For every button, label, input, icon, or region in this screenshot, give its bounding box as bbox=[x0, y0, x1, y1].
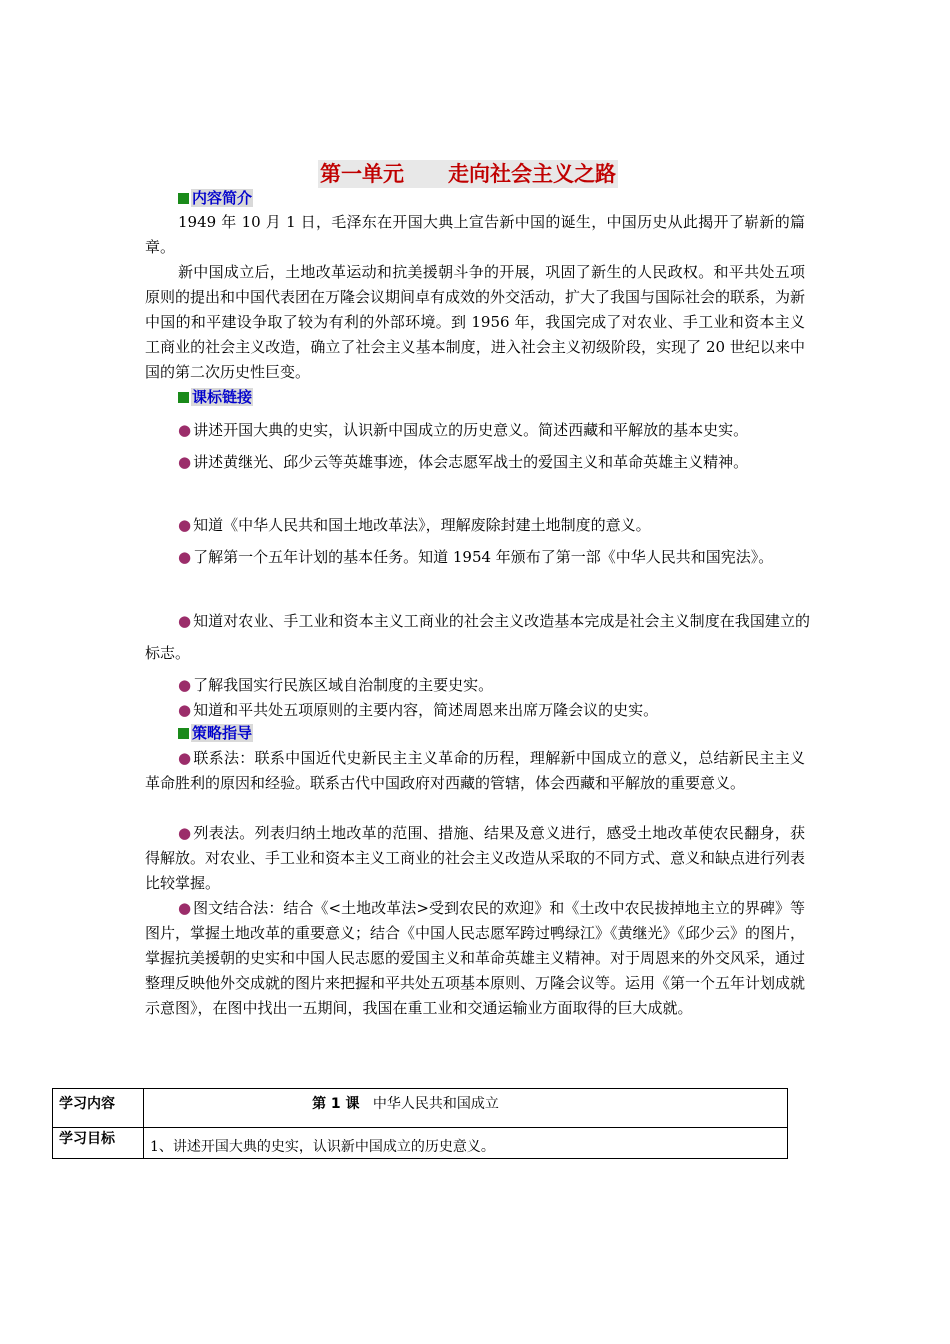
bullet-dot-icon: ● bbox=[178, 421, 192, 439]
lesson-table bbox=[52, 1088, 788, 1159]
bullet-dot-icon: ● bbox=[178, 701, 192, 719]
strategy-item: ● 图文结合法：结合《<土地改革法>受到农民的欢迎》和《土改中农民拔掉地主立的界碑》等图片，掌握土地改革的重要意义；结合《中国人民志愿军跨过鸭绿江》《黄继光》《邱少云》的图片，掌握抗美援朝的史实和中国人民志愿的爱国主义和革命英雄主义精神。对于周恩来的外交风采，通过整理反映他外交成就的图片来把握和平共处五项基本原则、万隆会议等。运用《第一个五年计划成就示意图》，在图中找出一五期间，我国在重工业和交通运输业方面取得的巨大成就。 bbox=[145, 899, 806, 1017]
standard-item: ● 知道《中华人民共和国土地改革法》，理解废除封建土地制度的意义。 bbox=[178, 516, 651, 534]
bullet-dot-icon: ● bbox=[178, 676, 192, 694]
standards-heading: 课标链接 bbox=[178, 387, 253, 407]
table-row bbox=[53, 1128, 788, 1159]
bullet-dot-icon: ● bbox=[178, 548, 192, 566]
bullet-dot-icon: ● bbox=[178, 453, 192, 471]
row-label: 学习目标 bbox=[53, 1128, 144, 1159]
lesson-number: 第 1 课 bbox=[312, 1096, 360, 1112]
standard-item: ● 讲述开国大典的史实，认识新中国成立的历史意义。简述西藏和平解放的基本史实。 bbox=[178, 421, 749, 439]
unit-name: 走向社会主义之路 bbox=[448, 162, 616, 186]
intro-paragraph-1: 1949 年 10 月 1 日，毛泽东在开国大典上宣告新中国的诞生，中国历史从此揭开了崭新的篇章。 bbox=[145, 213, 805, 256]
intro-paragraph-2: 新中国成立后，土地改革运动和抗美援朝斗争的开展，巩固了新生的人民政权。和平共处五项原则的提出和中国代表团在万隆会议期间卓有成效的外交活动，扩大了我国与国际社会的联系，为新中国的和平建设争取了较为有利的外部环境。到 1956 年，我国完成了对农业、手工业和资本主义工商业的社会主义改造，确立了社会主义基本制度，进入社会主义初级阶段，实现了 20 世纪以来中国的第二次历史性巨变。 bbox=[145, 263, 806, 381]
strategy-item: ● 联系法：联系中国近代史新民主主义革命的历程，理解新中国成立的意义，总结新民主主义革命胜利的原因和经验。联系古代中国政府对西藏的管辖，体会西藏和平解放的重要意义。 bbox=[145, 749, 805, 792]
strategy-heading: 策略指导 bbox=[178, 723, 253, 743]
standard-item: ● 知道对农业、手工业和资本主义工商业的社会主义改造基本完成是社会主义制度在我国建立的标志。 bbox=[145, 612, 810, 662]
bullet-dot-icon: ● bbox=[178, 612, 192, 630]
bullet-dot-icon: ● bbox=[178, 899, 192, 917]
lesson-cell bbox=[144, 1089, 788, 1128]
bullet-dot-icon: ● bbox=[178, 749, 192, 767]
standard-item: ● 了解我国实行民族区域自治制度的主要史实。 bbox=[178, 676, 494, 694]
standard-item: ● 讲述黄继光、邱少云等英雄事迹，体会志愿军战士的爱国主义和革命英雄主义精神。 bbox=[178, 453, 749, 471]
unit-title bbox=[318, 160, 618, 188]
bullet-dot-icon: ● bbox=[178, 516, 192, 534]
standard-item: ● 了解第一个五年计划的基本任务。知道 1954 年颁布了第一部《中华人民共和国宪法》。 bbox=[178, 548, 774, 566]
goal-cell: 1、讲述开国大典的史实，认识新中国成立的历史意义。 bbox=[144, 1128, 788, 1159]
row-label: 学习内容 bbox=[53, 1089, 144, 1128]
unit-number: 第一单元 bbox=[320, 162, 404, 186]
lesson-title: 中华人民共和国成立 bbox=[372, 1096, 499, 1112]
green-square-icon bbox=[178, 193, 189, 204]
standard-item: ● 知道和平共处五项原则的主要内容，简述周恩来出席万隆会议的史实。 bbox=[178, 701, 659, 719]
green-square-icon bbox=[178, 728, 189, 739]
bullet-dot-icon: ● bbox=[178, 824, 192, 842]
green-square-icon bbox=[178, 392, 189, 403]
strategy-item: ● 列表法。列表归纳土地改革的范围、措施、结果及意义进行，感受土地改革使农民翻身，获得解放。对农业、手工业和资本主义工商业的社会主义改造从采取的不同方式、意义和缺点进行列表比较掌握。 bbox=[145, 824, 806, 892]
table-row bbox=[53, 1089, 788, 1128]
intro-heading: 内容简介 bbox=[178, 188, 253, 208]
